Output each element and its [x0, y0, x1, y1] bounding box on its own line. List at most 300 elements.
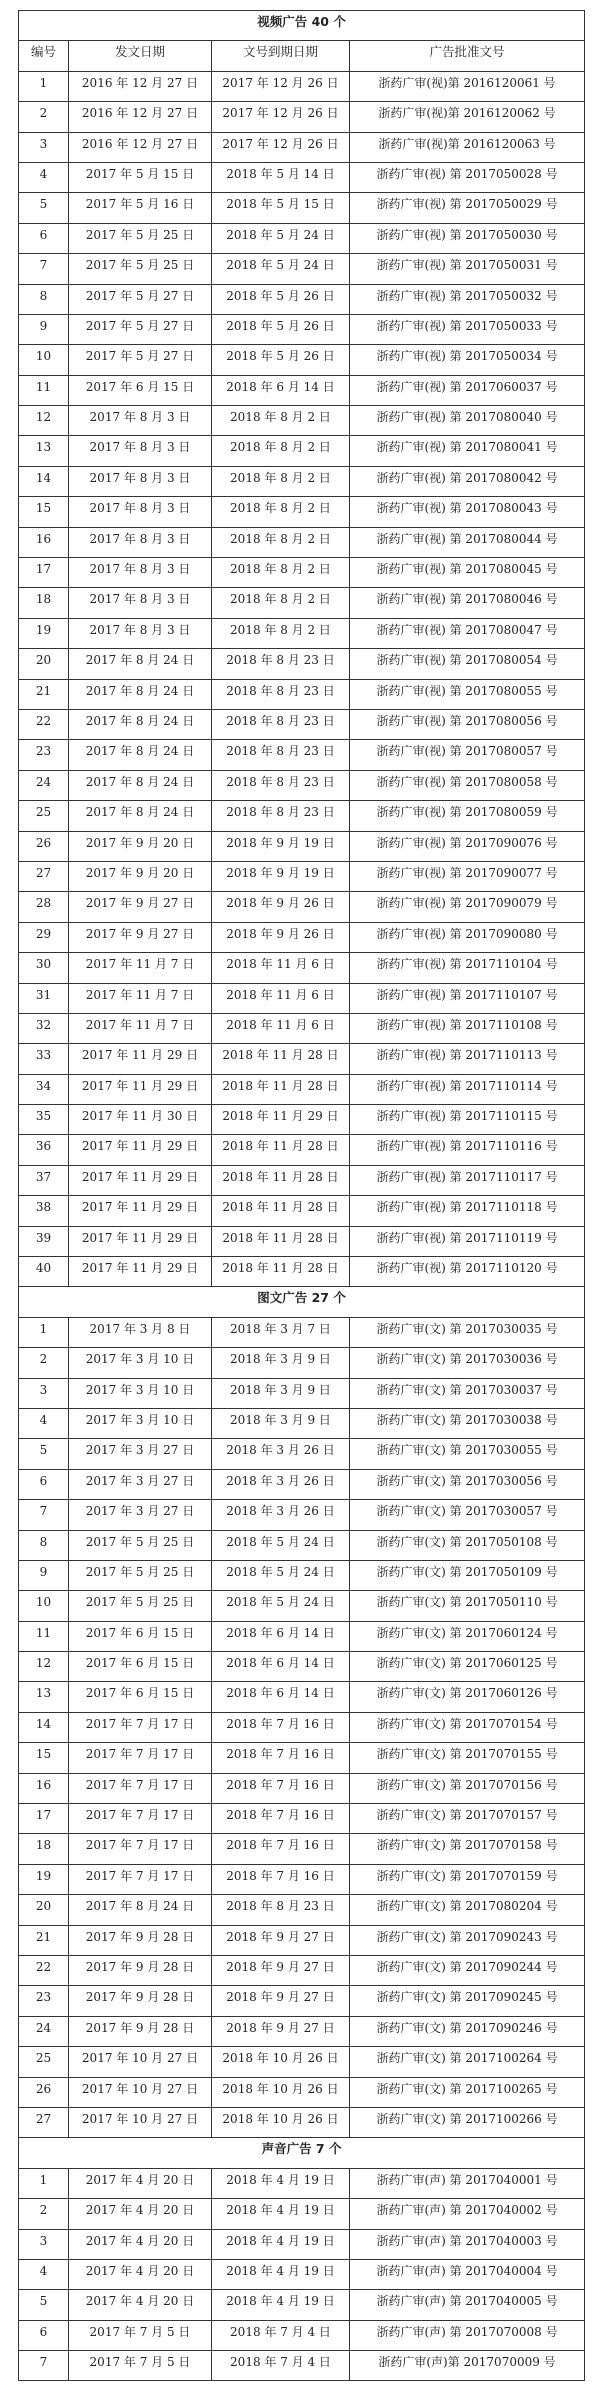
row-number: 7 [19, 254, 69, 284]
approval-number: 浙药广审(文) 第 2017070155 号 [350, 1743, 585, 1773]
row-number: 16 [19, 527, 69, 557]
expiry-date: 2018 年 8 月 23 日 [212, 770, 350, 800]
issue-date: 2017 年 3 月 8 日 [69, 1317, 212, 1347]
issue-date: 2017 年 5 月 27 日 [69, 345, 212, 375]
approval-number: 浙药广审(文) 第 2017100266 号 [350, 2107, 585, 2137]
expiry-date: 2018 年 4 月 19 日 [212, 2229, 350, 2259]
issue-date: 2017 年 8 月 3 日 [69, 436, 212, 466]
expiry-date: 2018 年 7 月 16 日 [212, 1773, 350, 1803]
issue-date: 2017 年 6 月 15 日 [69, 375, 212, 405]
expiry-date: 2018 年 3 月 9 日 [212, 1348, 350, 1378]
expiry-date: 2018 年 7 月 4 日 [212, 2351, 350, 2381]
approval-number: 浙药广审(文) 第 2017050109 号 [350, 1560, 585, 1590]
row-number: 4 [19, 162, 69, 192]
expiry-date: 2018 年 9 月 19 日 [212, 831, 350, 861]
row-number: 14 [19, 1712, 69, 1742]
issue-date: 2017 年 4 月 20 日 [69, 2229, 212, 2259]
column-header: 文号到期日期 [212, 41, 350, 71]
approval-number: 浙药广审(视) 第 2017080059 号 [350, 801, 585, 831]
approval-number: 浙药广审(视) 第 2017110104 号 [350, 953, 585, 983]
row-number: 24 [19, 2016, 69, 2046]
column-header: 编号 [19, 41, 69, 71]
table-row [19, 709, 585, 739]
table-row [19, 1439, 585, 1469]
column-header: 广告批准文号 [350, 41, 585, 71]
expiry-date: 2018 年 11 月 6 日 [212, 983, 350, 1013]
issue-date: 2017 年 9 月 20 日 [69, 831, 212, 861]
expiry-date: 2018 年 11 月 6 日 [212, 953, 350, 983]
approval-number: 浙药广审(视)第 2016120063 号 [350, 132, 585, 162]
expiry-date: 2018 年 7 月 16 日 [212, 1712, 350, 1742]
section-title: 图文广告 27 个 [19, 1287, 585, 1317]
row-number: 26 [19, 831, 69, 861]
expiry-date: 2018 年 7 月 4 日 [212, 2320, 350, 2350]
table-row [19, 2320, 585, 2350]
issue-date: 2017 年 7 月 5 日 [69, 2320, 212, 2350]
expiry-date: 2018 年 11 月 28 日 [212, 1044, 350, 1074]
approval-number: 浙药广审(声) 第 2017040002 号 [350, 2199, 585, 2229]
table-row [19, 1378, 585, 1408]
expiry-date: 2017 年 12 月 26 日 [212, 102, 350, 132]
row-number: 12 [19, 1652, 69, 1682]
table-row [19, 1226, 585, 1256]
table-row [19, 254, 585, 284]
expiry-date: 2018 年 4 月 19 日 [212, 2290, 350, 2320]
table-row [19, 2016, 585, 2046]
expiry-date: 2018 年 6 月 14 日 [212, 1621, 350, 1651]
expiry-date: 2017 年 12 月 26 日 [212, 71, 350, 101]
row-number: 17 [19, 558, 69, 588]
table-row [19, 193, 585, 223]
issue-date: 2017 年 10 月 27 日 [69, 2047, 212, 2077]
issue-date: 2017 年 8 月 3 日 [69, 558, 212, 588]
expiry-date: 2018 年 5 月 15 日 [212, 193, 350, 223]
table-row [19, 1317, 585, 1347]
row-number: 5 [19, 2290, 69, 2320]
table-row [19, 436, 585, 466]
issue-date: 2017 年 9 月 27 日 [69, 922, 212, 952]
approval-number: 浙药广审(声) 第 2017040004 号 [350, 2259, 585, 2289]
table-row [19, 953, 585, 983]
row-number: 15 [19, 1743, 69, 1773]
table-row [19, 1105, 585, 1135]
table-row [19, 1165, 585, 1195]
row-number: 8 [19, 284, 69, 314]
expiry-date: 2018 年 8 月 2 日 [212, 466, 350, 496]
table-row [19, 2047, 585, 2077]
table-row [19, 1044, 585, 1074]
table-row [19, 466, 585, 496]
table-row [19, 1773, 585, 1803]
row-number: 36 [19, 1135, 69, 1165]
approval-number: 浙药广审(文) 第 2017080204 号 [350, 1895, 585, 1925]
table-row [19, 1925, 585, 1955]
row-number: 13 [19, 1682, 69, 1712]
issue-date: 2017 年 9 月 28 日 [69, 1925, 212, 1955]
approval-number: 浙药广审(视) 第 2017090080 号 [350, 922, 585, 952]
approval-number: 浙药广审(视) 第 2017090077 号 [350, 861, 585, 891]
table-row [19, 2351, 585, 2381]
issue-date: 2017 年 11 月 29 日 [69, 1074, 212, 1104]
section-title: 视频广告 40 个 [19, 11, 585, 41]
row-number: 25 [19, 801, 69, 831]
approval-number: 浙药广审(文) 第 2017050110 号 [350, 1591, 585, 1621]
header-row [19, 41, 585, 71]
row-number: 14 [19, 466, 69, 496]
row-number: 24 [19, 770, 69, 800]
issue-date: 2017 年 8 月 3 日 [69, 497, 212, 527]
row-number: 2 [19, 1348, 69, 1378]
issue-date: 2017 年 8 月 3 日 [69, 466, 212, 496]
approval-number: 浙药广审(文) 第 2017030057 号 [350, 1500, 585, 1530]
issue-date: 2017 年 9 月 28 日 [69, 2016, 212, 2046]
approval-number: 浙药广审(视) 第 2017050033 号 [350, 314, 585, 344]
issue-date: 2017 年 5 月 27 日 [69, 314, 212, 344]
issue-date: 2017 年 8 月 24 日 [69, 679, 212, 709]
approval-number: 浙药广审(视) 第 2017050031 号 [350, 254, 585, 284]
expiry-date: 2018 年 5 月 24 日 [212, 223, 350, 253]
issue-date: 2017 年 4 月 20 日 [69, 2259, 212, 2289]
expiry-date: 2018 年 6 月 14 日 [212, 375, 350, 405]
table-row [19, 223, 585, 253]
row-number: 2 [19, 2199, 69, 2229]
table-row [19, 1530, 585, 1560]
row-number: 21 [19, 1925, 69, 1955]
table-row [19, 1591, 585, 1621]
table-row [19, 527, 585, 557]
issue-date: 2017 年 5 月 25 日 [69, 223, 212, 253]
row-number: 16 [19, 1773, 69, 1803]
issue-date: 2017 年 11 月 29 日 [69, 1196, 212, 1226]
expiry-date: 2018 年 11 月 28 日 [212, 1135, 350, 1165]
table-row [19, 1712, 585, 1742]
table-row [19, 1621, 585, 1651]
approval-number: 浙药广审(视) 第 2017110108 号 [350, 1013, 585, 1043]
expiry-date: 2018 年 5 月 26 日 [212, 314, 350, 344]
row-number: 20 [19, 1895, 69, 1925]
approval-number: 浙药广审(文) 第 2017030037 号 [350, 1378, 585, 1408]
table-row [19, 71, 585, 101]
table-row [19, 892, 585, 922]
table-row [19, 679, 585, 709]
expiry-date: 2018 年 3 月 9 日 [212, 1408, 350, 1438]
expiry-date: 2018 年 3 月 26 日 [212, 1469, 350, 1499]
approval-number: 浙药广审(声) 第 2017040005 号 [350, 2290, 585, 2320]
section-title-row [19, 1287, 585, 1317]
row-number: 10 [19, 345, 69, 375]
approval-number: 浙药广审(文) 第 2017090245 号 [350, 1986, 585, 2016]
issue-date: 2017 年 8 月 3 日 [69, 406, 212, 436]
issue-date: 2017 年 7 月 17 日 [69, 1804, 212, 1834]
issue-date: 2017 年 8 月 24 日 [69, 740, 212, 770]
approval-number: 浙药广审(视) 第 2017080054 号 [350, 649, 585, 679]
table-row [19, 1804, 585, 1834]
table-row [19, 406, 585, 436]
column-header: 发文日期 [69, 41, 212, 71]
row-number: 27 [19, 861, 69, 891]
table-row [19, 801, 585, 831]
approval-number: 浙药广审(声) 第 2017070008 号 [350, 2320, 585, 2350]
approval-number: 浙药广审(视) 第 2017080057 号 [350, 740, 585, 770]
table-row [19, 2168, 585, 2198]
table-row [19, 922, 585, 952]
expiry-date: 2018 年 9 月 26 日 [212, 892, 350, 922]
approval-number: 浙药广审(视) 第 2017050034 号 [350, 345, 585, 375]
approval-number: 浙药广审(视) 第 2017110117 号 [350, 1165, 585, 1195]
approval-number: 浙药广审(视) 第 2017110114 号 [350, 1074, 585, 1104]
row-number: 5 [19, 193, 69, 223]
issue-date: 2017 年 9 月 28 日 [69, 1986, 212, 2016]
approval-number: 浙药广审(视)第 2016120062 号 [350, 102, 585, 132]
table-row [19, 1986, 585, 2016]
issue-date: 2017 年 11 月 29 日 [69, 1135, 212, 1165]
table-row [19, 558, 585, 588]
row-number: 18 [19, 588, 69, 618]
row-number: 33 [19, 1044, 69, 1074]
row-number: 28 [19, 892, 69, 922]
row-number: 40 [19, 1257, 69, 1287]
approval-number: 浙药广审(视) 第 2017110113 号 [350, 1044, 585, 1074]
table-row [19, 2107, 585, 2137]
issue-date: 2017 年 5 月 25 日 [69, 1530, 212, 1560]
row-number: 17 [19, 1804, 69, 1834]
approval-number: 浙药广审(视) 第 2017110115 号 [350, 1105, 585, 1135]
issue-date: 2017 年 6 月 15 日 [69, 1621, 212, 1651]
row-number: 4 [19, 1408, 69, 1438]
row-number: 6 [19, 223, 69, 253]
approval-number: 浙药广审(文) 第 2017090246 号 [350, 2016, 585, 2046]
row-number: 22 [19, 1956, 69, 1986]
approval-number: 浙药广审(视) 第 2017080046 号 [350, 588, 585, 618]
approval-number: 浙药广审(文) 第 2017060124 号 [350, 1621, 585, 1651]
table-row [19, 1257, 585, 1287]
table-row [19, 1834, 585, 1864]
issue-date: 2017 年 11 月 30 日 [69, 1105, 212, 1135]
row-number: 31 [19, 983, 69, 1013]
table-row [19, 497, 585, 527]
table-row [19, 1560, 585, 1590]
approval-number: 浙药广审(视) 第 2017050030 号 [350, 223, 585, 253]
issue-date: 2017 年 6 月 15 日 [69, 1652, 212, 1682]
expiry-date: 2018 年 8 月 2 日 [212, 588, 350, 618]
table-row [19, 1652, 585, 1682]
row-number: 1 [19, 2168, 69, 2198]
expiry-date: 2018 年 11 月 28 日 [212, 1196, 350, 1226]
issue-date: 2017 年 8 月 3 日 [69, 618, 212, 648]
approval-number: 浙药广审(视) 第 2017080055 号 [350, 679, 585, 709]
issue-date: 2017 年 11 月 29 日 [69, 1165, 212, 1195]
issue-date: 2017 年 11 月 7 日 [69, 1013, 212, 1043]
expiry-date: 2018 年 3 月 9 日 [212, 1378, 350, 1408]
approval-number: 浙药广审(视) 第 2017080047 号 [350, 618, 585, 648]
expiry-date: 2018 年 6 月 14 日 [212, 1652, 350, 1682]
row-number: 15 [19, 497, 69, 527]
table-row [19, 1956, 585, 1986]
issue-date: 2017 年 7 月 17 日 [69, 1712, 212, 1742]
table-row [19, 1135, 585, 1165]
expiry-date: 2018 年 3 月 26 日 [212, 1439, 350, 1469]
expiry-date: 2018 年 10 月 26 日 [212, 2107, 350, 2137]
table-row [19, 1013, 585, 1043]
table-row [19, 770, 585, 800]
issue-date: 2017 年 5 月 15 日 [69, 162, 212, 192]
issue-date: 2017 年 8 月 24 日 [69, 649, 212, 679]
expiry-date: 2018 年 10 月 26 日 [212, 2077, 350, 2107]
table-row [19, 2229, 585, 2259]
row-number: 7 [19, 1500, 69, 1530]
expiry-date: 2018 年 9 月 27 日 [212, 1956, 350, 1986]
table-row [19, 314, 585, 344]
expiry-date: 2018 年 5 月 24 日 [212, 254, 350, 284]
row-number: 1 [19, 1317, 69, 1347]
table-row [19, 162, 585, 192]
table-row [19, 2199, 585, 2229]
expiry-date: 2018 年 9 月 26 日 [212, 922, 350, 952]
expiry-date: 2018 年 8 月 2 日 [212, 497, 350, 527]
row-number: 6 [19, 1469, 69, 1499]
approval-number: 浙药广审(文) 第 2017090243 号 [350, 1925, 585, 1955]
row-number: 34 [19, 1074, 69, 1104]
table-row [19, 861, 585, 891]
section-title-row [19, 11, 585, 41]
expiry-date: 2018 年 3 月 26 日 [212, 1500, 350, 1530]
issue-date: 2017 年 3 月 27 日 [69, 1469, 212, 1499]
approval-number: 浙药广审(文) 第 2017050108 号 [350, 1530, 585, 1560]
approval-number: 浙药广审(文) 第 2017070157 号 [350, 1804, 585, 1834]
issue-date: 2017 年 7 月 17 日 [69, 1864, 212, 1894]
table-row [19, 2259, 585, 2289]
issue-date: 2017 年 6 月 15 日 [69, 1682, 212, 1712]
row-number: 35 [19, 1105, 69, 1135]
approval-number: 浙药广审(文) 第 2017070159 号 [350, 1864, 585, 1894]
expiry-date: 2018 年 4 月 19 日 [212, 2259, 350, 2289]
expiry-date: 2018 年 11 月 28 日 [212, 1074, 350, 1104]
issue-date: 2017 年 5 月 16 日 [69, 193, 212, 223]
table-row [19, 1743, 585, 1773]
issue-date: 2017 年 3 月 10 日 [69, 1408, 212, 1438]
table-row [19, 831, 585, 861]
issue-date: 2017 年 8 月 24 日 [69, 1895, 212, 1925]
expiry-date: 2018 年 8 月 23 日 [212, 740, 350, 770]
row-number: 30 [19, 953, 69, 983]
expiry-date: 2018 年 7 月 16 日 [212, 1834, 350, 1864]
row-number: 9 [19, 1560, 69, 1590]
approval-number: 浙药广审(文) 第 2017030038 号 [350, 1408, 585, 1438]
table-row [19, 1864, 585, 1894]
expiry-date: 2018 年 5 月 24 日 [212, 1530, 350, 1560]
approval-number: 浙药广审(视) 第 2017110118 号 [350, 1196, 585, 1226]
approval-number: 浙药广审(视)第 2016120061 号 [350, 71, 585, 101]
approval-number: 浙药广审(文) 第 2017030055 号 [350, 1439, 585, 1469]
approval-number: 浙药广审(视) 第 2017080041 号 [350, 436, 585, 466]
issue-date: 2017 年 8 月 3 日 [69, 527, 212, 557]
row-number: 19 [19, 618, 69, 648]
row-number: 5 [19, 1439, 69, 1469]
row-number: 32 [19, 1013, 69, 1043]
row-number: 10 [19, 1591, 69, 1621]
issue-date: 2016 年 12 月 27 日 [69, 132, 212, 162]
approval-number: 浙药广审(视) 第 2017050028 号 [350, 162, 585, 192]
approval-number: 浙药广审(文) 第 2017030056 号 [350, 1469, 585, 1499]
expiry-date: 2018 年 9 月 27 日 [212, 1925, 350, 1955]
table-row [19, 1196, 585, 1226]
expiry-date: 2018 年 5 月 24 日 [212, 1560, 350, 1590]
issue-date: 2017 年 4 月 20 日 [69, 2168, 212, 2198]
approval-number: 浙药广审(视) 第 2017110107 号 [350, 983, 585, 1013]
row-number: 3 [19, 132, 69, 162]
approval-number: 浙药广审(视) 第 2017080044 号 [350, 527, 585, 557]
expiry-date: 2018 年 8 月 23 日 [212, 1895, 350, 1925]
table-row [19, 375, 585, 405]
row-number: 38 [19, 1196, 69, 1226]
expiry-date: 2018 年 8 月 2 日 [212, 558, 350, 588]
row-number: 8 [19, 1530, 69, 1560]
approval-number: 浙药广审(声) 第 2017040003 号 [350, 2229, 585, 2259]
expiry-date: 2018 年 8 月 23 日 [212, 649, 350, 679]
approval-number: 浙药广审(视) 第 2017080043 号 [350, 497, 585, 527]
row-number: 2 [19, 102, 69, 132]
table-row [19, 1469, 585, 1499]
row-number: 19 [19, 1864, 69, 1894]
approval-number: 浙药广审(文) 第 2017060125 号 [350, 1652, 585, 1682]
approval-number: 浙药广审(视) 第 2017080045 号 [350, 558, 585, 588]
issue-date: 2017 年 8 月 24 日 [69, 770, 212, 800]
approval-number: 浙药广审(视) 第 2017080058 号 [350, 770, 585, 800]
approval-number: 浙药广审(视) 第 2017050032 号 [350, 284, 585, 314]
issue-date: 2017 年 5 月 25 日 [69, 1591, 212, 1621]
issue-date: 2017 年 10 月 27 日 [69, 2107, 212, 2137]
expiry-date: 2018 年 11 月 28 日 [212, 1257, 350, 1287]
issue-date: 2017 年 5 月 25 日 [69, 254, 212, 284]
row-number: 20 [19, 649, 69, 679]
approval-number: 浙药广审(文) 第 2017100264 号 [350, 2047, 585, 2077]
expiry-date: 2018 年 9 月 27 日 [212, 2016, 350, 2046]
issue-date: 2017 年 11 月 7 日 [69, 953, 212, 983]
row-number: 6 [19, 2320, 69, 2350]
table-row [19, 740, 585, 770]
approval-number: 浙药广审(视) 第 2017110120 号 [350, 1257, 585, 1287]
table-row [19, 1682, 585, 1712]
expiry-date: 2018 年 7 月 16 日 [212, 1804, 350, 1834]
table-row [19, 588, 585, 618]
issue-date: 2017 年 7 月 17 日 [69, 1834, 212, 1864]
row-number: 7 [19, 2351, 69, 2381]
issue-date: 2016 年 12 月 27 日 [69, 102, 212, 132]
section-title: 声音广告 7 个 [19, 2138, 585, 2168]
expiry-date: 2018 年 8 月 2 日 [212, 406, 350, 436]
expiry-date: 2018 年 8 月 23 日 [212, 709, 350, 739]
issue-date: 2017 年 7 月 17 日 [69, 1773, 212, 1803]
expiry-date: 2018 年 4 月 19 日 [212, 2199, 350, 2229]
issue-date: 2017 年 11 月 29 日 [69, 1044, 212, 1074]
row-number: 3 [19, 2229, 69, 2259]
approval-number: 浙药广审(文) 第 2017030036 号 [350, 1348, 585, 1378]
expiry-date: 2017 年 12 月 26 日 [212, 132, 350, 162]
issue-date: 2017 年 7 月 17 日 [69, 1743, 212, 1773]
row-number: 9 [19, 314, 69, 344]
issue-date: 2017 年 11 月 7 日 [69, 983, 212, 1013]
expiry-date: 2018 年 11 月 29 日 [212, 1105, 350, 1135]
issue-date: 2017 年 8 月 24 日 [69, 801, 212, 831]
row-number: 21 [19, 679, 69, 709]
expiry-date: 2018 年 9 月 19 日 [212, 861, 350, 891]
expiry-date: 2018 年 3 月 7 日 [212, 1317, 350, 1347]
approval-number: 浙药广审(文) 第 2017030035 号 [350, 1317, 585, 1347]
issue-date: 2017 年 5 月 27 日 [69, 284, 212, 314]
issue-date: 2017 年 7 月 5 日 [69, 2351, 212, 2381]
approval-number: 浙药广审(视) 第 2017060037 号 [350, 375, 585, 405]
approval-number: 浙药广审(文) 第 2017090244 号 [350, 1956, 585, 1986]
